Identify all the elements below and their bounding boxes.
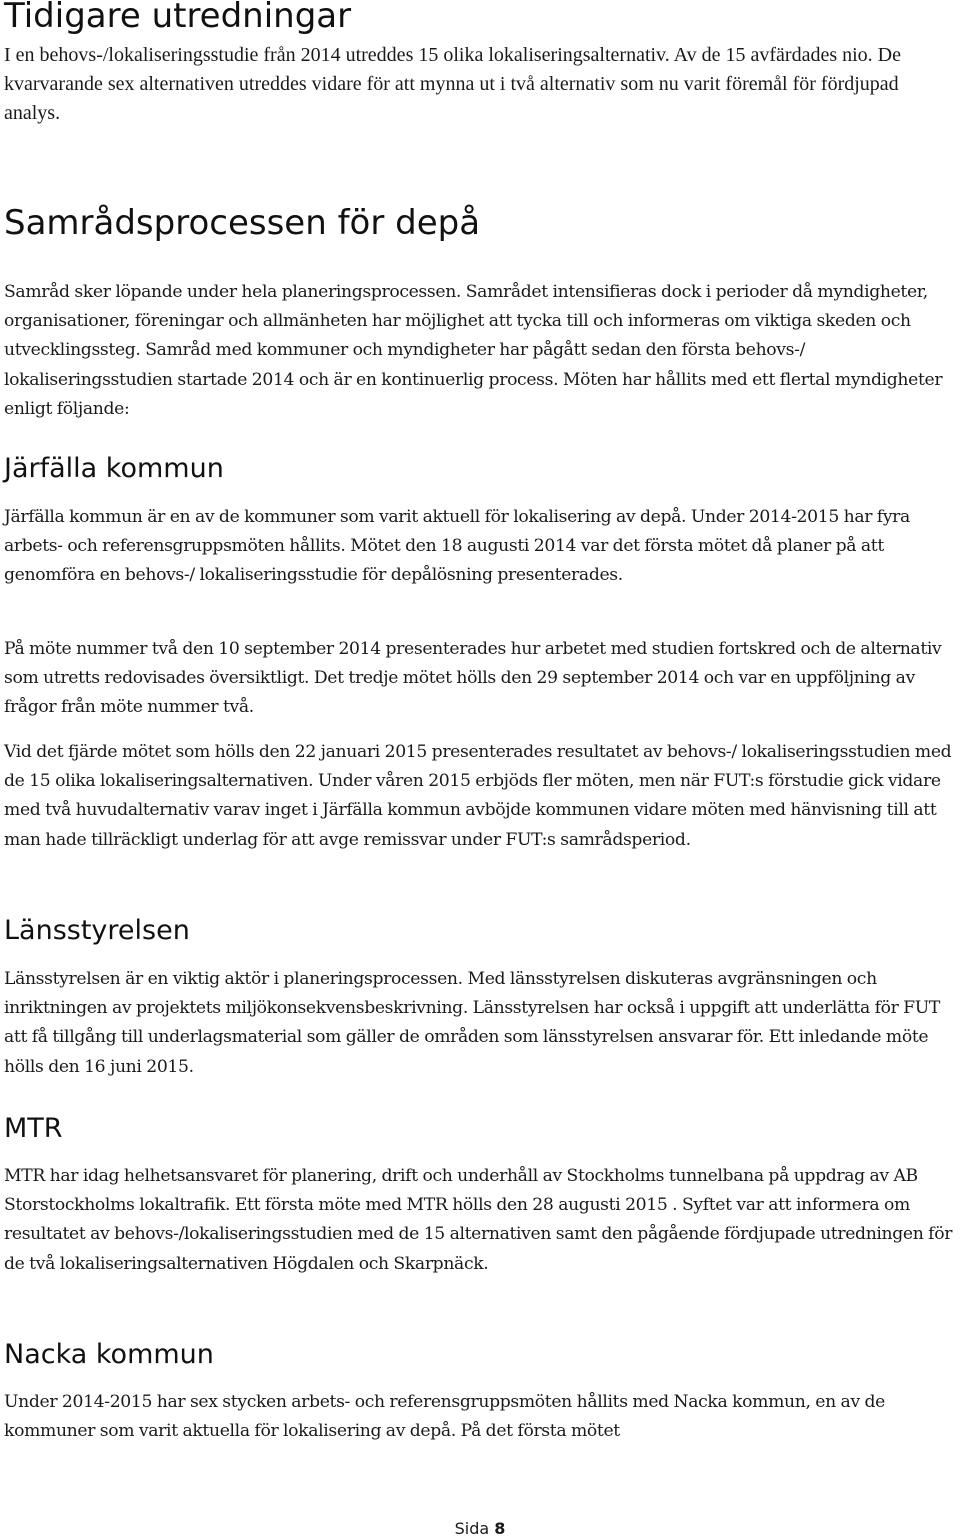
paragraph-tidigare-utredningar: I en behovs-/lokaliseringsstudie från 2014 utreddes 15 olika lokaliseringsalternativ. Av de 15 avfärdades nio. De kvarvarande sex alternativen utreddes vidare för att mynna ut i två alternativ som nu varit föremål för fördjupad analys. — [4, 44, 901, 125]
paragraph-lansstyrelsen: Länsstyrelsen är en viktig aktör i planeringsprocessen. Med länsstyrelsen diskuteras avgränsningen och inriktningen av projektets miljökonsekvensbeskrivning. Länsstyrelsen har också i uppgift att underlätta för FUT att få tillgång till underlagsmaterial som gäller de områden som länsstyrelsen ansvarar för. Ett inledande möte hölls den 16 juni 2015. — [4, 969, 941, 1077]
paragraph-samradsprocessen: Samråd sker löpande under hela planeringsprocessen. Samrådet intensifieras dock i perioder då myndigheter, organisationer, föreningar och allmänheten har möjlighet att tycka till och informeras om viktiga skeden och utvecklingssteg. Samråd med kommuner och myndigheter har pågått sedan den första behovs-/ lokaliseringsstudien startade 2014 och är en kontinuerlig process. Möten har hållits med ett flertal myndigheter enligt följande: — [4, 282, 943, 419]
heading-lansstyrelsen: Länsstyrelsen — [4, 915, 190, 946]
page-label: Sida — [454, 1519, 490, 1538]
paragraph-jarfalla-2: På möte nummer två den 10 september 2014 presenterades hur arbetet med studien fortskred och de alternativ som utretts redovisades översiktligt. Det tredje mötet hölls den 29 september 2014 och var en uppföljning av frågor från möte nummer två. — [4, 639, 942, 718]
paragraph-jarfalla-1: Järfälla kommun är en av de kommuner som varit aktuell för lokalisering av depå. Under 2014-2015 har fyra arbets- och referensgruppsmöten hållits. Mötet den 18 augusti 2014 var det första mötet då planer på att genomföra en behovs-/ lokaliseringsstudie för depålösning presenterades. — [4, 507, 910, 586]
paragraph-nacka-kommun: Under 2014-2015 har sex stycken arbets- och referensgruppsmöten hållits med Nacka kommun, en av de kommuner som varit aktuella för lokalisering av depå. På det första mötet — [4, 1392, 885, 1442]
paragraph-mtr: MTR har idag helhetsansvaret för planering, drift och underhåll av Stockholms tunnelbana på uppdrag av AB Storstockholms lokaltrafik. Ett första möte med MTR hölls den 28 augusti 2015 . Syftet var att informera om resultatet av behovs-/lokaliseringsstudien med de 15 alternativen samt den pågående fördjupade utredningen för de två lokaliseringsalternativen Högdalen och Skarpnäck. — [4, 1166, 953, 1274]
heading-tidigare-utredningar: Tidigare utredningar — [4, 0, 352, 36]
heading-jarfalla-kommun: Järfälla kommun — [4, 453, 224, 484]
page-number: 8 — [494, 1519, 506, 1538]
paragraph-jarfalla-3: Vid det fjärde mötet som hölls den 22 januari 2015 presenterades resultatet av behovs-/ lokaliseringsstudien med de 15 olika lokaliseringsalternativen. Under våren 2015 erbjöds fler möten, men när FUT:s förstudie gick vidare med två huvudalternativ varav inget i Järfälla kommun avböjde kommunen vidare möten med hänvisning till att man hade tillräckligt underlag för att avge remissvar under FUT:s samrådsperiod. — [4, 742, 952, 850]
heading-mtr: MTR — [4, 1113, 63, 1144]
page-footer — [0, 1518, 960, 1540]
heading-samradsprocessen: Samrådsprocessen för depå — [4, 203, 481, 243]
heading-nacka-kommun: Nacka kommun — [4, 1339, 214, 1370]
